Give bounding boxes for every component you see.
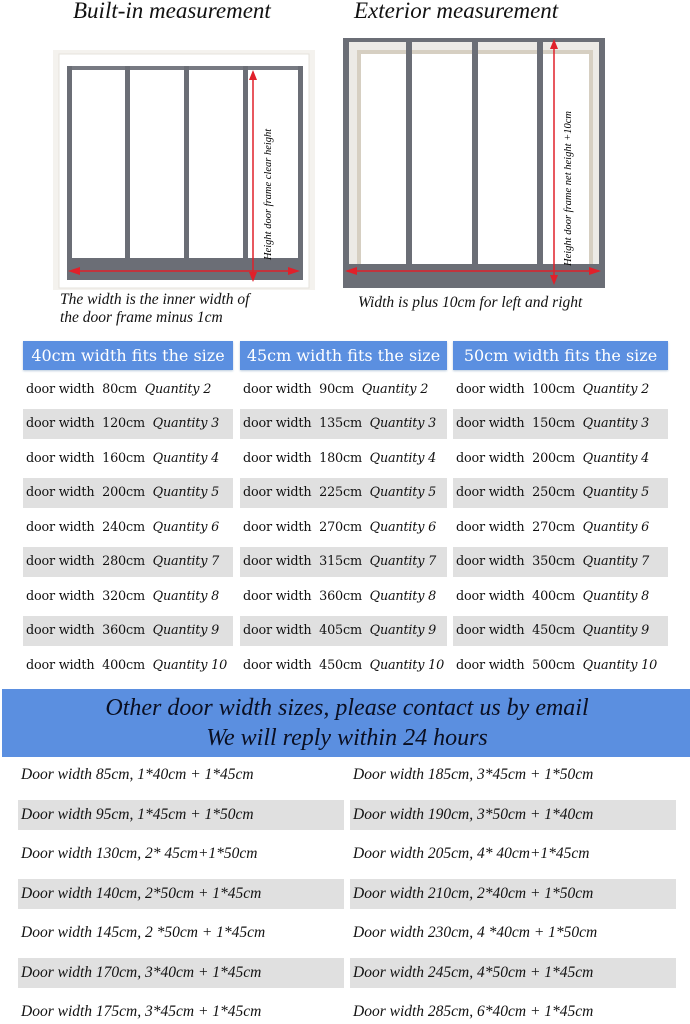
row-quantity: Quantity 7 bbox=[582, 554, 650, 569]
size-row bbox=[240, 409, 447, 439]
column-header: 40cm width fits the size bbox=[23, 341, 233, 370]
row-quantity: Quantity 10 bbox=[152, 657, 228, 673]
row-label: door width bbox=[243, 381, 312, 397]
row-label: door width bbox=[243, 485, 312, 500]
row-quantity: Quantity 8 bbox=[369, 588, 437, 604]
size-row bbox=[453, 375, 668, 405]
contact-banner bbox=[2, 689, 690, 757]
size-row bbox=[240, 616, 447, 646]
size-row bbox=[453, 513, 668, 543]
row-width: 350cm bbox=[532, 554, 575, 569]
other-sizes-left bbox=[18, 760, 344, 1024]
size-row bbox=[23, 513, 233, 543]
size-row bbox=[453, 478, 668, 508]
row-label: door width bbox=[456, 657, 525, 673]
row-quantity: Quantity 4 bbox=[369, 450, 437, 466]
row-quantity: Quantity 2 bbox=[361, 381, 429, 397]
size-row bbox=[240, 478, 447, 508]
size-row bbox=[453, 444, 668, 474]
other-size-row: Door width 230cm, 4 *40cm + 1*50cm bbox=[353, 924, 598, 941]
row-quantity: Quantity 3 bbox=[369, 416, 437, 431]
row-label: door width bbox=[26, 416, 95, 431]
row-quantity: Quantity 6 bbox=[369, 519, 437, 535]
other-size-row: Door width 130cm, 2* 45cm+1*50cm bbox=[21, 845, 258, 862]
row-quantity: Quantity 3 bbox=[582, 416, 650, 431]
other-size-row: Door width 210cm, 2*40cm + 1*50cm bbox=[350, 879, 676, 909]
row-label: door width bbox=[243, 623, 312, 638]
row-quantity: Quantity 7 bbox=[152, 554, 220, 569]
row-quantity: Quantity 10 bbox=[582, 657, 658, 673]
other-size-row: Door width 145cm, 2 *50cm + 1*45cm bbox=[21, 924, 266, 941]
row-width: 270cm bbox=[532, 519, 575, 535]
size-row bbox=[453, 616, 668, 646]
row-label: door width bbox=[26, 588, 95, 604]
row-width: 200cm bbox=[532, 450, 575, 466]
row-quantity: Quantity 7 bbox=[369, 554, 437, 569]
row-width: 400cm bbox=[102, 657, 145, 673]
other-size-row: Door width 185cm, 3*45cm + 1*50cm bbox=[353, 766, 594, 783]
size-row bbox=[23, 478, 233, 508]
other-size-row: Door width 95cm, 1*45cm + 1*50cm bbox=[18, 800, 344, 830]
row-width: 320cm bbox=[102, 588, 145, 604]
exterior-title: Exterior measurement bbox=[354, 0, 559, 23]
size-row bbox=[240, 444, 447, 474]
row-quantity: Quantity 5 bbox=[369, 485, 437, 500]
row-width: 150cm bbox=[532, 416, 575, 431]
row-quantity: Quantity 4 bbox=[582, 450, 650, 466]
size-column bbox=[23, 341, 233, 681]
other-size-row: Door width 245cm, 4*50cm + 1*45cm bbox=[350, 958, 676, 988]
size-row bbox=[240, 513, 447, 543]
row-quantity: Quantity 6 bbox=[582, 519, 650, 535]
other-sizes-right bbox=[350, 760, 676, 1024]
row-quantity: Quantity 2 bbox=[582, 381, 650, 397]
row-width: 500cm bbox=[532, 657, 575, 673]
row-width: 180cm bbox=[319, 450, 362, 466]
row-width: 90cm bbox=[319, 381, 354, 397]
row-label: door width bbox=[26, 519, 95, 535]
size-row bbox=[240, 547, 447, 577]
row-width: 250cm bbox=[532, 485, 575, 500]
row-quantity: Quantity 3 bbox=[152, 416, 220, 431]
builtin-title: Built-in measurement bbox=[73, 0, 271, 23]
row-width: 270cm bbox=[319, 519, 362, 535]
caption-line: The width is the inner width of bbox=[60, 291, 250, 308]
row-width: 80cm bbox=[102, 381, 137, 397]
size-row bbox=[240, 651, 447, 681]
size-row bbox=[23, 547, 233, 577]
banner-line-1: Other door width sizes, please contact us by email bbox=[105, 695, 589, 721]
row-label: door width bbox=[456, 623, 525, 638]
other-size-row: Door width 140cm, 2*50cm + 1*45cm bbox=[18, 879, 344, 909]
builtin-height-label: Height door frame clear height bbox=[263, 128, 274, 260]
row-quantity: Quantity 5 bbox=[152, 485, 220, 500]
row-label: door width bbox=[243, 588, 312, 604]
row-width: 400cm bbox=[532, 588, 575, 604]
row-quantity: Quantity 5 bbox=[582, 485, 650, 500]
other-size-row: Door width 175cm, 3*45cm + 1*45cm bbox=[21, 1003, 262, 1020]
size-row bbox=[453, 582, 668, 612]
row-quantity: Quantity 8 bbox=[582, 588, 650, 604]
size-row bbox=[453, 409, 668, 439]
row-label: door width bbox=[26, 657, 95, 673]
row-width: 280cm bbox=[102, 554, 145, 569]
row-quantity: Quantity 10 bbox=[369, 657, 445, 673]
row-label: door width bbox=[243, 450, 312, 466]
row-label: door width bbox=[243, 416, 312, 431]
row-label: door width bbox=[456, 519, 525, 535]
column-header: 45cm width fits the size bbox=[240, 341, 447, 370]
row-quantity: Quantity 9 bbox=[369, 623, 437, 638]
row-label: door width bbox=[456, 485, 525, 500]
row-quantity: Quantity 6 bbox=[152, 519, 220, 535]
size-row bbox=[23, 375, 233, 405]
size-row bbox=[240, 582, 447, 612]
row-width: 120cm bbox=[102, 416, 145, 431]
row-width: 450cm bbox=[319, 657, 362, 673]
size-row bbox=[23, 651, 233, 681]
row-quantity: Quantity 8 bbox=[152, 588, 220, 604]
row-quantity: Quantity 9 bbox=[152, 623, 220, 638]
row-width: 200cm bbox=[102, 485, 145, 500]
banner-line-2: We will reply within 24 hours bbox=[206, 725, 488, 751]
row-label: door width bbox=[456, 416, 525, 431]
size-row bbox=[23, 616, 233, 646]
exterior-caption: Width is plus 10cm for left and right bbox=[358, 294, 583, 311]
row-width: 360cm bbox=[319, 588, 362, 604]
row-label: door width bbox=[26, 450, 95, 466]
row-label: door width bbox=[26, 485, 95, 500]
row-label: door width bbox=[456, 588, 525, 604]
size-row bbox=[23, 582, 233, 612]
other-size-row: Door width 190cm, 3*50cm + 1*40cm bbox=[350, 800, 676, 830]
size-row bbox=[23, 444, 233, 474]
row-width: 360cm bbox=[102, 623, 145, 638]
row-label: door width bbox=[243, 519, 312, 535]
exterior-door-illustration bbox=[343, 38, 605, 290]
row-label: door width bbox=[456, 381, 525, 397]
row-label: door width bbox=[243, 554, 312, 569]
size-column bbox=[240, 341, 447, 681]
exterior-height-label: Height door frame net height +10cm bbox=[563, 111, 574, 266]
row-width: 450cm bbox=[532, 623, 575, 638]
other-size-row: Door width 85cm, 1*40cm + 1*45cm bbox=[21, 766, 254, 783]
row-label: door width bbox=[243, 657, 312, 673]
row-width: 405cm bbox=[319, 623, 362, 638]
row-width: 160cm bbox=[102, 450, 145, 466]
row-width: 225cm bbox=[319, 485, 362, 500]
size-row bbox=[23, 409, 233, 439]
caption-line: the door frame minus 1cm bbox=[60, 309, 223, 326]
row-label: door width bbox=[26, 623, 95, 638]
row-label: door width bbox=[26, 554, 95, 569]
other-size-row: Door width 170cm, 3*40cm + 1*45cm bbox=[18, 958, 344, 988]
row-quantity: Quantity 2 bbox=[144, 381, 212, 397]
row-width: 100cm bbox=[532, 381, 575, 397]
row-quantity: Quantity 4 bbox=[152, 450, 220, 466]
row-label: door width bbox=[456, 450, 525, 466]
size-row bbox=[453, 547, 668, 577]
row-label: door width bbox=[26, 381, 95, 397]
row-width: 135cm bbox=[319, 416, 362, 431]
row-label: door width bbox=[456, 554, 525, 569]
column-header: 50cm width fits the size bbox=[453, 341, 668, 370]
size-row bbox=[240, 375, 447, 405]
builtin-door-illustration bbox=[53, 38, 315, 290]
size-row bbox=[453, 651, 668, 681]
row-width: 240cm bbox=[102, 519, 145, 535]
builtin-caption bbox=[60, 291, 249, 327]
other-size-row: Door width 205cm, 4* 40cm+1*45cm bbox=[353, 845, 590, 862]
row-width: 315cm bbox=[319, 554, 362, 569]
size-column bbox=[453, 341, 668, 681]
other-size-row: Door width 285cm, 6*40cm + 1*45cm bbox=[353, 1003, 594, 1020]
row-quantity: Quantity 9 bbox=[582, 623, 650, 638]
